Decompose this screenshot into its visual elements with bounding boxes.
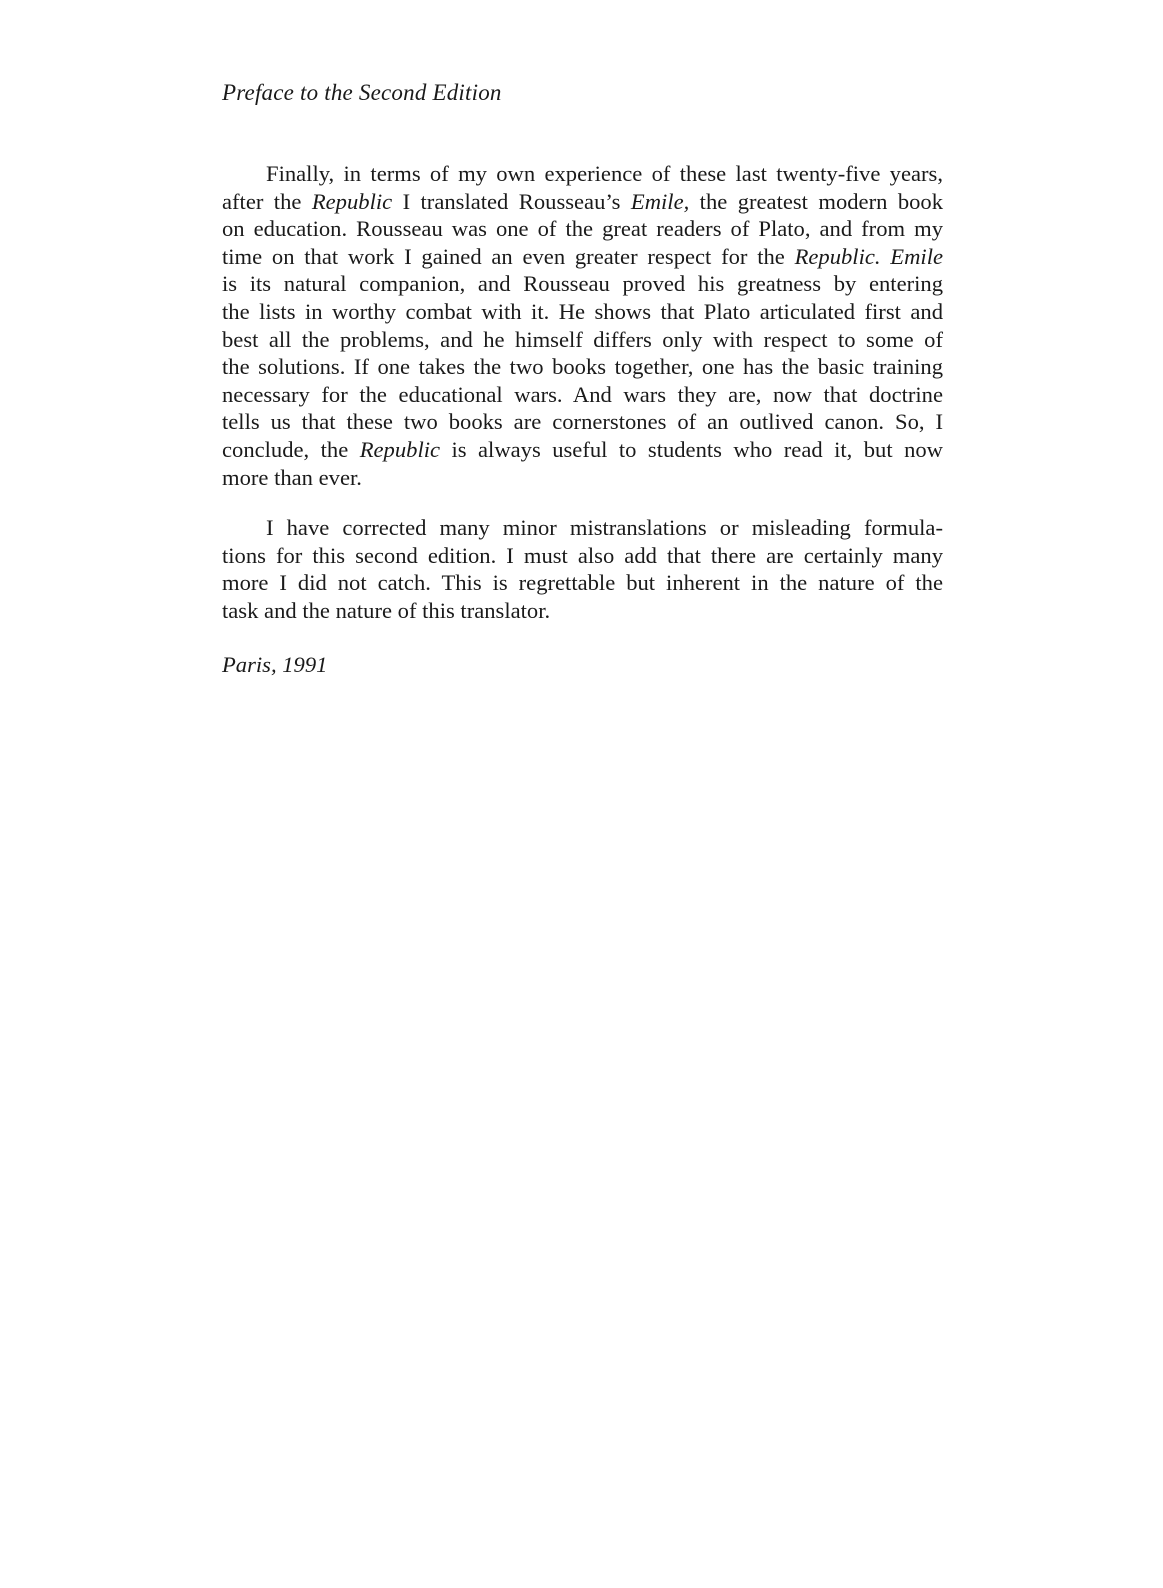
text-run: time on that work I gained an even greater respect for the [222, 243, 795, 269]
book-title-republic: Republic. [794, 243, 881, 269]
text-run: on education. Rousseau was one of the great readers of Plato, and from my [222, 216, 943, 242]
text-run: tions for this second edition. I must also add that there are certainly many [222, 542, 943, 568]
text-run: tells us that these two books are cornerstones of an outlived canon. So, I [222, 409, 943, 435]
text-run: the lists in worthy combat with it. He shows that Plato articulated first and [222, 298, 943, 324]
book-title-emile: Emile [890, 243, 943, 269]
text-run: task and the nature of this translator. [222, 597, 551, 623]
text-line [222, 514, 943, 542]
text-line [222, 597, 943, 625]
text-line [222, 569, 943, 597]
book-title-republic: Republic [359, 436, 441, 462]
text-line [222, 436, 943, 464]
text-run: I translated Rousseau’s [392, 188, 631, 214]
text-line [222, 542, 943, 570]
text-line [222, 326, 943, 354]
text-run: necessary for the educational wars. And wars they are, now that doctrine [222, 381, 943, 407]
text-run: more than ever. [222, 464, 362, 490]
text-run: the greatest modern book [689, 188, 944, 214]
text-run: best all the problems, and he himself differs only with respect to some of [222, 326, 943, 352]
paragraph-translations [222, 160, 943, 491]
text-run: conclude, the [222, 436, 360, 462]
paragraph-corrections [222, 514, 943, 624]
text-line [222, 353, 943, 381]
text-run: after the [222, 188, 312, 214]
text-line [222, 215, 943, 243]
text-run: is its natural companion, and Rousseau proved his greatness by entering [222, 271, 943, 297]
running-head: Preface to the Second Edition [222, 80, 502, 105]
text-run: is always useful to students who read it, but now [440, 436, 943, 462]
text-run: Finally, in terms of my own experience of these last twenty-five years, [266, 161, 943, 186]
text-line [222, 464, 943, 492]
book-title-emile: Emile, [630, 188, 690, 214]
book-title-republic: Republic [311, 188, 393, 214]
text-run [881, 244, 891, 269]
text-line [222, 188, 943, 216]
place-date-signoff: Paris, 1991 [222, 652, 328, 677]
text-line [222, 298, 943, 326]
text-line [222, 381, 943, 409]
text-run: the solutions. If one takes the two books together, one has the basic training [222, 354, 943, 380]
text-line [222, 270, 943, 298]
text-line [222, 408, 943, 436]
text-line [222, 243, 943, 271]
text-run: I have corrected many minor mistranslations or misleading formula- [266, 515, 943, 541]
body-text [222, 160, 943, 625]
text-line [222, 160, 943, 188]
text-run: more I did not catch. This is regrettable but inherent in the nature of the [222, 570, 943, 596]
